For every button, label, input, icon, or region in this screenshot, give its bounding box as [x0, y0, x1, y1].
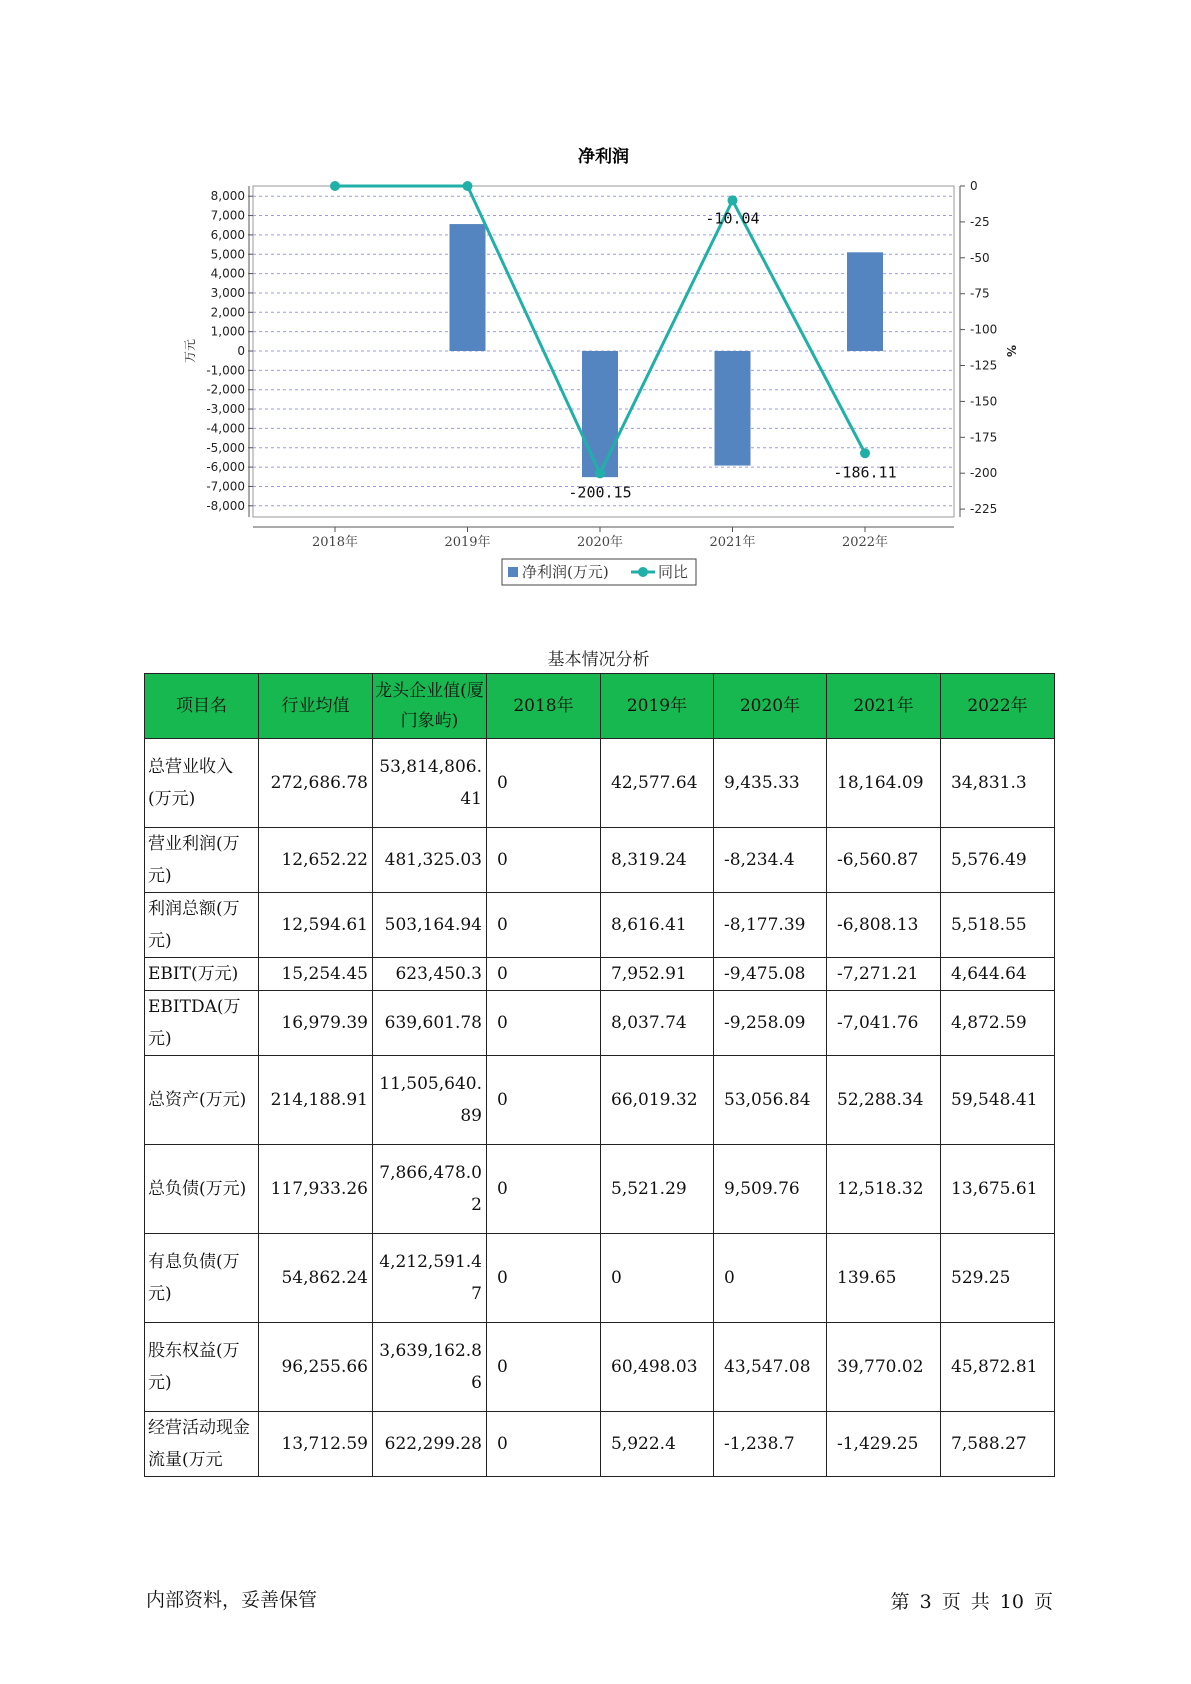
- table-cell: 0: [487, 1412, 601, 1477]
- y-tick-label: -1,000: [206, 363, 245, 378]
- table-cell: 622,299.28: [373, 1412, 487, 1477]
- footer-confidential-note: 内部资料，妥善保管: [146, 1589, 318, 1611]
- row-name-cell: EBIT(万元): [145, 958, 259, 991]
- table-cell: 7,866,478.02: [373, 1145, 487, 1234]
- table-cell: 481,325.03: [373, 828, 487, 893]
- x-tick-label: 2018年: [311, 535, 359, 550]
- table-cell: 272,686.78: [259, 739, 373, 828]
- y-tick-label: 1,000: [210, 324, 245, 339]
- y-tick-label: -2,000: [206, 382, 245, 397]
- y-right-tick-label: -225: [970, 502, 998, 517]
- table-cell: 54,862.24: [259, 1234, 373, 1323]
- table-cell: 39,770.02: [827, 1323, 941, 1412]
- table-cell: 623,450.3: [373, 958, 487, 991]
- row-name-cell: 经营活动现金流量(万元: [145, 1412, 259, 1477]
- data-label: -186.11: [833, 463, 897, 482]
- data-label: -200.15: [568, 483, 632, 502]
- table-cell: -9,258.09: [714, 991, 827, 1056]
- y-right-tick-label: -125: [970, 358, 998, 373]
- table-cell: 139.65: [827, 1234, 941, 1323]
- table-row: [145, 958, 1055, 991]
- data-label: -10.04: [705, 209, 760, 228]
- table-row: [145, 1056, 1055, 1145]
- y-tick-label: -5,000: [206, 440, 245, 455]
- yoy-point: [728, 195, 738, 205]
- row-name-cell: 总负债(万元): [145, 1145, 259, 1234]
- row-name-cell: 有息负债(万元): [145, 1234, 259, 1323]
- x-tick-label: 2022年: [841, 535, 889, 550]
- bar: [715, 351, 751, 466]
- table-header-cell: 2019年: [601, 674, 714, 739]
- table-cell: 15,254.45: [259, 958, 373, 991]
- table-cell: -1,429.25: [827, 1412, 941, 1477]
- table-header-cell: 行业均值: [259, 674, 373, 739]
- y-tick-label: 3,000: [210, 285, 245, 300]
- table-cell: 4,644.64: [941, 958, 1055, 991]
- row-name-cell: 总营业收入(万元): [145, 739, 259, 828]
- chart-canvas: [0, 0, 1191, 600]
- table-cell: 4,212,591.47: [373, 1234, 487, 1323]
- table-cell: 0: [487, 991, 601, 1056]
- table-cell: -1,238.7: [714, 1412, 827, 1477]
- table-cell: 12,594.61: [259, 893, 373, 958]
- y-axis-title: 万元: [183, 338, 197, 364]
- table-body: [145, 739, 1055, 1477]
- row-name-cell: 股东权益(万元): [145, 1323, 259, 1412]
- y-tick-label: 6,000: [210, 227, 245, 242]
- table-cell: 3,639,162.86: [373, 1323, 487, 1412]
- table-cell: 0: [601, 1234, 714, 1323]
- yoy-point: [330, 181, 340, 191]
- y-tick-label: 7,000: [210, 208, 245, 223]
- table-cell: -7,041.76: [827, 991, 941, 1056]
- table-cell: 12,518.32: [827, 1145, 941, 1234]
- table-cell: 66,019.32: [601, 1056, 714, 1145]
- basic-analysis-table: [144, 673, 1055, 1477]
- y-tick-label: -6,000: [206, 460, 245, 475]
- table-cell: 45,872.81: [941, 1323, 1055, 1412]
- y-right-tick-label: -50: [970, 250, 990, 265]
- bar: [450, 224, 486, 351]
- table-cell: 9,509.76: [714, 1145, 827, 1234]
- row-name-cell: 利润总额(万元): [145, 893, 259, 958]
- yoy-point: [595, 468, 605, 478]
- table-cell: 0: [487, 1145, 601, 1234]
- y-tick-label: 5,000: [210, 247, 245, 262]
- table-row: [145, 1412, 1055, 1477]
- table-row: [145, 739, 1055, 828]
- table-cell: 0: [487, 1234, 601, 1323]
- table-cell: 5,922.4: [601, 1412, 714, 1477]
- table-header-cell: 2021年: [827, 674, 941, 739]
- y-right-tick-label: -200: [970, 466, 998, 481]
- table-cell: 4,872.59: [941, 991, 1055, 1056]
- table-row: [145, 1234, 1055, 1323]
- table-header-cell: 2018年: [487, 674, 601, 739]
- table-cell: 0: [487, 1056, 601, 1145]
- legend-line-marker: [638, 567, 648, 577]
- table-cell: 639,601.78: [373, 991, 487, 1056]
- table-cell: 34,831.3: [941, 739, 1055, 828]
- x-tick-label: 2019年: [444, 535, 491, 550]
- table-cell: 13,712.59: [259, 1412, 373, 1477]
- legend-bar-label: 净利润(万元): [522, 563, 609, 581]
- row-name-cell: 总资产(万元): [145, 1056, 259, 1145]
- table-cell: 0: [487, 828, 601, 893]
- y-right-tick-label: -150: [970, 394, 998, 409]
- table-cell: -6,560.87: [827, 828, 941, 893]
- table-cell: 7,952.91: [601, 958, 714, 991]
- table-cell: 0: [714, 1234, 827, 1323]
- table-cell: 8,037.74: [601, 991, 714, 1056]
- table-cell: 0: [487, 958, 601, 991]
- yoy-point: [463, 181, 473, 191]
- table-header-cell: 项目名: [145, 674, 259, 739]
- y-tick-label: -3,000: [206, 402, 245, 417]
- bar: [582, 351, 618, 477]
- table-cell: 5,521.29: [601, 1145, 714, 1234]
- table-cell: 12,652.22: [259, 828, 373, 893]
- y-axis-right-title: %: [1004, 344, 1018, 358]
- table-cell: -8,177.39: [714, 893, 827, 958]
- y-tick-label: 4,000: [210, 266, 245, 281]
- table-cell: 214,188.91: [259, 1056, 373, 1145]
- bar: [847, 252, 883, 351]
- table-cell: 5,518.55: [941, 893, 1055, 958]
- table-cell: 8,319.24: [601, 828, 714, 893]
- table-cell: -7,271.21: [827, 958, 941, 991]
- table-row: [145, 1323, 1055, 1412]
- chart-title: 净利润: [578, 147, 629, 167]
- table-cell: 53,814,806.41: [373, 739, 487, 828]
- y-tick-label: -8,000: [206, 498, 245, 513]
- table-cell: 0: [487, 1323, 601, 1412]
- table-caption: 基本情况分析: [547, 650, 650, 670]
- y-tick-label: 0: [237, 344, 245, 358]
- table-header-cell: 2020年: [714, 674, 827, 739]
- y-right-tick-label: -175: [970, 430, 998, 445]
- table-cell: 13,675.61: [941, 1145, 1055, 1234]
- table-cell: 9,435.33: [714, 739, 827, 828]
- table-header-cell: 龙头企业值(厦门象屿): [373, 674, 487, 739]
- table-cell: 60,498.03: [601, 1323, 714, 1412]
- x-tick-label: 2020年: [576, 535, 624, 550]
- x-tick-label: 2021年: [709, 535, 756, 550]
- yoy-point: [860, 448, 870, 458]
- table-cell: 0: [487, 739, 601, 828]
- y-tick-label: 2,000: [210, 305, 245, 320]
- net-profit-chart: [0, 0, 1191, 600]
- table-cell: 503,164.94: [373, 893, 487, 958]
- table-header-cell: 2022年: [941, 674, 1055, 739]
- table-cell: -8,234.4: [714, 828, 827, 893]
- table-cell: 53,056.84: [714, 1056, 827, 1145]
- footer-page-number: 第 3 页 共 10 页: [890, 1591, 1053, 1613]
- table-cell: 59,548.41: [941, 1056, 1055, 1145]
- y-tick-label: -4,000: [206, 421, 245, 436]
- table-cell: 7,588.27: [941, 1412, 1055, 1477]
- row-name-cell: 营业利润(万元): [145, 828, 259, 893]
- table-row: [145, 991, 1055, 1056]
- table-row: [145, 828, 1055, 893]
- y-tick-label: 8,000: [210, 189, 245, 204]
- table-cell: 52,288.34: [827, 1056, 941, 1145]
- table-cell: 11,505,640.89: [373, 1056, 487, 1145]
- legend-line-label: 同比: [658, 563, 689, 581]
- table-cell: 16,979.39: [259, 991, 373, 1056]
- table-cell: 43,547.08: [714, 1323, 827, 1412]
- y-tick-label: -7,000: [206, 479, 245, 494]
- table-row: [145, 893, 1055, 958]
- table-cell: 8,616.41: [601, 893, 714, 958]
- table-header-row: [145, 674, 1055, 739]
- row-name-cell: EBITDA(万元): [145, 991, 259, 1056]
- table-cell: 529.25: [941, 1234, 1055, 1323]
- y-right-tick-label: 0: [970, 179, 978, 193]
- table-cell: 42,577.64: [601, 739, 714, 828]
- legend-bar-swatch: [508, 567, 518, 577]
- table-cell: 5,576.49: [941, 828, 1055, 893]
- y-right-tick-label: -100: [970, 322, 998, 337]
- y-right-tick-label: -25: [970, 214, 990, 229]
- table-cell: 117,933.26: [259, 1145, 373, 1234]
- y-right-tick-label: -75: [970, 286, 990, 301]
- table-row: [145, 1145, 1055, 1234]
- table-cell: -9,475.08: [714, 958, 827, 991]
- table-cell: 0: [487, 893, 601, 958]
- table-cell: 96,255.66: [259, 1323, 373, 1412]
- table-cell: 18,164.09: [827, 739, 941, 828]
- table-cell: -6,808.13: [827, 893, 941, 958]
